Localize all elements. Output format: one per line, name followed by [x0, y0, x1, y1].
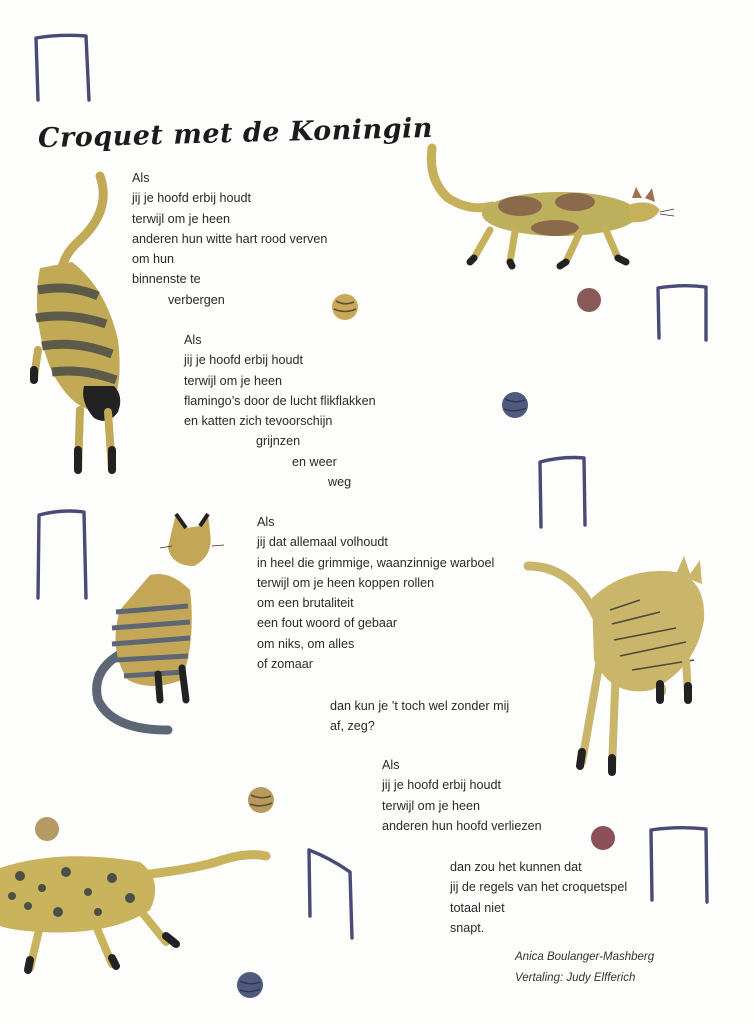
poem-line: terwijl om je heen koppen rollen — [257, 575, 435, 590]
stanza-2 — [184, 330, 376, 492]
poem-line: of zomaar — [257, 657, 313, 672]
poem-line: jij je hoofd erbij houdt — [184, 353, 304, 368]
poem-line: Als — [132, 171, 150, 185]
poem-line: totaal niet — [450, 900, 505, 915]
poem-line: Als — [257, 515, 275, 529]
poem-line: om hun — [132, 252, 175, 267]
poem-title: Croquet met de Koningin — [37, 112, 434, 155]
poem-line: Als — [382, 758, 400, 772]
poem-line: en weer — [292, 454, 337, 469]
stanza-4 — [330, 696, 509, 737]
poem-line: jij je hoofd erbij houdt — [382, 778, 502, 793]
stanza-6 — [450, 857, 627, 938]
poem-line: om niks, om alles — [257, 636, 355, 651]
poem-line: en katten zich tevoorschijn — [184, 414, 333, 429]
poem-line: grijnzen — [256, 434, 301, 449]
poem-line: anderen hun witte hart rood verven — [132, 231, 328, 246]
poem-line: terwijl om je heen — [184, 373, 282, 388]
poem-line: verbergen — [168, 292, 225, 307]
poem-line: Als — [184, 333, 202, 347]
poem-line: in heel die grimmige, waanzinnige warboel — [257, 555, 495, 570]
poem-line: jij je hoofd erbij houdt — [132, 191, 252, 206]
poem-line: weg — [328, 475, 352, 490]
cat-right-jumping — [528, 556, 704, 772]
poem-line: om een brutaliteit — [257, 596, 354, 611]
poem-line: terwijl om je heen — [132, 211, 230, 226]
stanza-5 — [382, 755, 542, 836]
poem-line: terwijl om je heen — [382, 798, 480, 813]
poem-line: een fout woord of gebaar — [257, 616, 398, 631]
poem-line: snapt. — [450, 920, 485, 935]
poem-line: anderen hun hoofd verliezen — [382, 818, 542, 833]
poem-line: jij de regels van het croquetspel — [450, 880, 628, 895]
poem-line: flamingo’s door de lucht flikflakken — [184, 393, 376, 408]
poem-line: dan zou het kunnen dat — [450, 860, 582, 874]
poem-line: jij dat allemaal volhoudt — [257, 535, 388, 550]
author-credit: Anica Boulanger-Mashberg — [515, 951, 655, 963]
cat-top-right — [431, 148, 674, 266]
translator-credit: Vertaling: Judy Elfferich — [515, 972, 636, 984]
stanza-1 — [132, 168, 327, 310]
stanza-3 — [257, 512, 494, 674]
poem-line: binnenste te — [132, 272, 201, 287]
poem-line: dan kun je ’t toch wel zonder mij — [330, 699, 510, 713]
poem-line: af, zeg? — [330, 719, 375, 734]
cat-sitting — [97, 514, 224, 730]
cat-bottom-left — [0, 855, 266, 970]
cat-hanging-left — [34, 176, 120, 470]
